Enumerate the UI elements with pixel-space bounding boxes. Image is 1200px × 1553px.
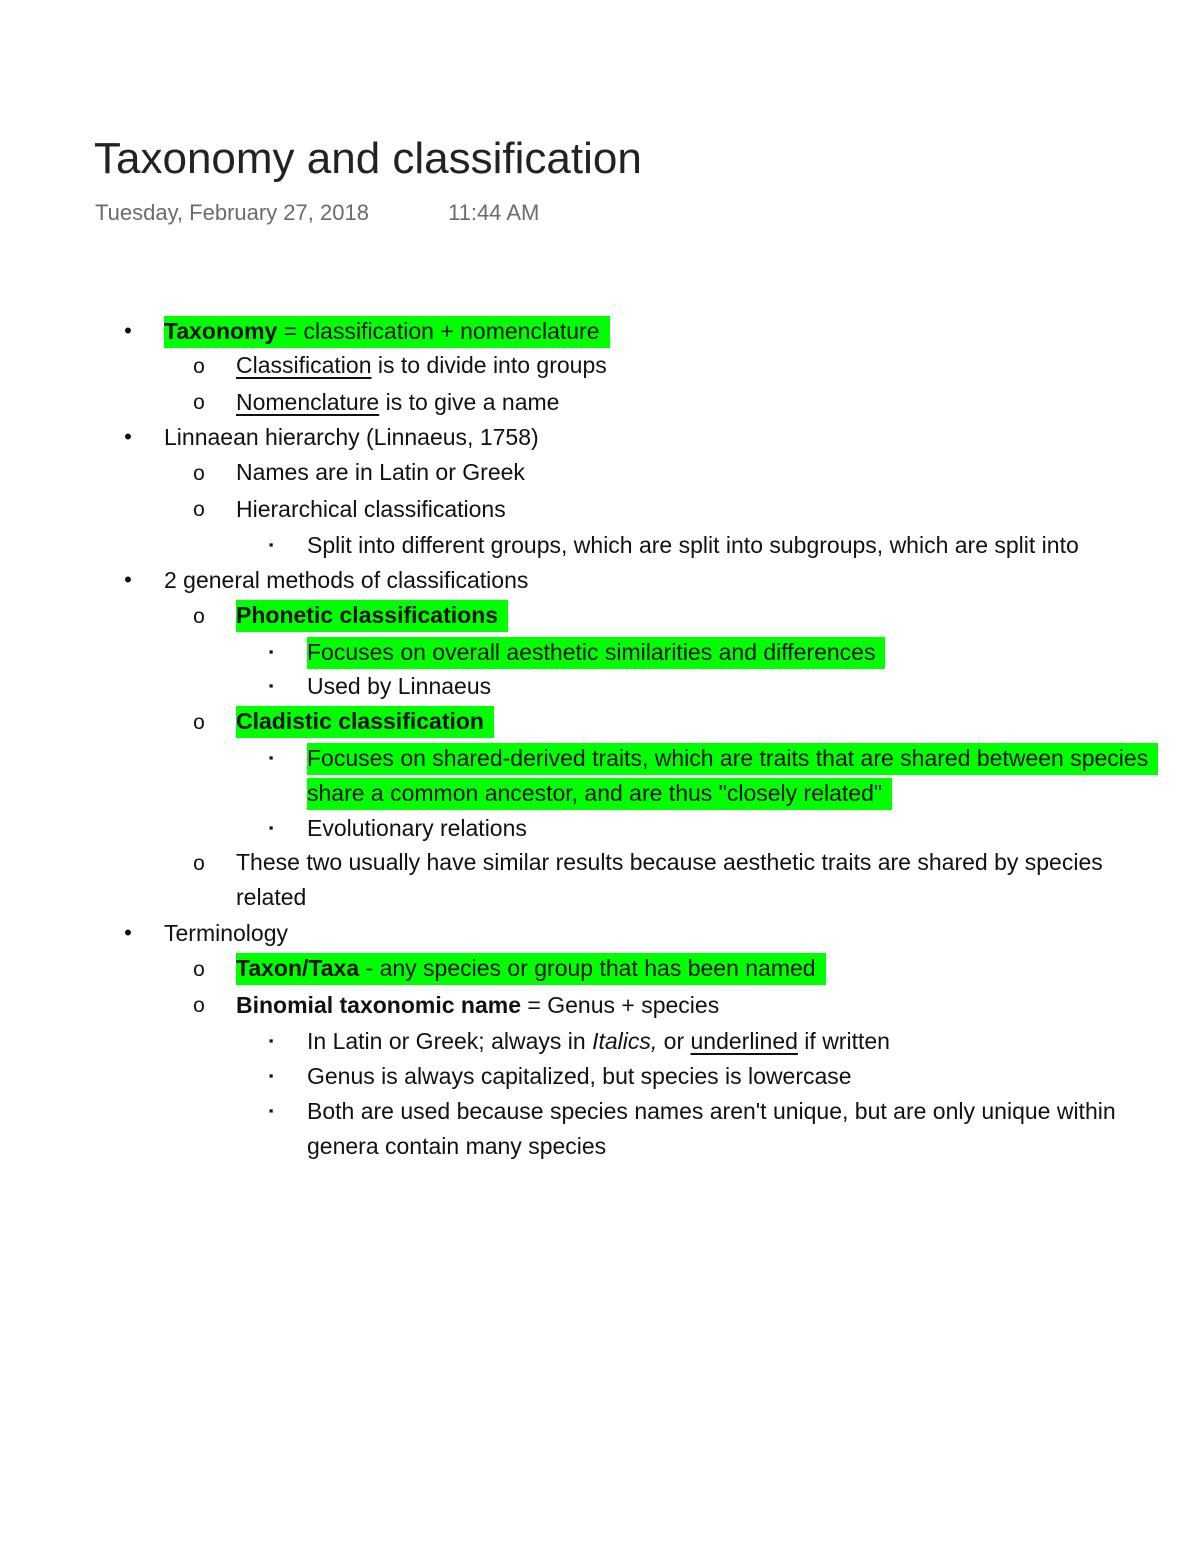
note-line [236, 350, 607, 380]
underlined-word: underlined [690, 1028, 798, 1054]
highlighted-heading: Cladistic classification [236, 706, 494, 738]
note-line [307, 778, 892, 808]
bullet-square: ▪ [268, 678, 274, 693]
bullet-circle: o [193, 355, 205, 378]
note-line: Split into different groups, which are split into subgroups, which are split into [307, 532, 1079, 558]
bullet-circle: o [193, 994, 205, 1017]
note-line: Used by Linnaeus [307, 673, 492, 699]
definition: is to give a name [379, 389, 560, 415]
note-line: Terminology [164, 920, 288, 946]
note-date: Tuesday, February 27, 2018 [95, 200, 369, 225]
term: Classification [236, 352, 372, 378]
note-line [236, 706, 494, 736]
note-line [307, 637, 885, 667]
bullet-circle: o [193, 852, 205, 875]
highlight [236, 953, 826, 985]
bullet-dot: • [124, 920, 132, 945]
bullet-square: ▪ [268, 820, 274, 835]
text-segment: In Latin or Greek; always in [307, 1028, 593, 1054]
bullet-circle: o [193, 711, 205, 734]
note-line [236, 387, 559, 417]
highlight: share a common ancestor, and are thus "closely related" [307, 778, 892, 810]
highlight [164, 316, 610, 348]
term: Taxonomy [164, 318, 278, 344]
note-line: These two usually have similar results because aesthetic traits are shared by species [236, 849, 1103, 875]
bullet-square: ▪ [268, 1033, 274, 1048]
bullet-circle: o [193, 958, 205, 981]
bullet-dot: • [124, 318, 132, 343]
note-line [236, 953, 826, 983]
note-line [236, 600, 508, 630]
note-line: Genus is always capitalized, but species is lowercase [307, 1063, 852, 1089]
bullet-dot: • [124, 567, 132, 592]
term: Nomenclature [236, 389, 380, 415]
note-line [307, 1026, 890, 1056]
text-segment: or [657, 1028, 691, 1054]
highlighted-heading: Phonetic classifications [236, 600, 508, 632]
bullet-circle: o [193, 498, 205, 521]
bullet-square: ▪ [268, 1068, 274, 1083]
note-time: 11:44 AM [448, 200, 540, 225]
highlight: Focuses on shared-derived traits, which are traits that are shared between species [307, 743, 1158, 775]
note-line: Evolutionary relations [307, 815, 527, 841]
note-line: related [236, 884, 307, 910]
note-line [307, 743, 1158, 773]
bullet-dot: • [124, 424, 132, 449]
bullet-square: ▪ [268, 644, 274, 659]
note-line: Hierarchical classifications [236, 496, 506, 522]
bullet-circle: o [193, 462, 205, 485]
note-line [164, 316, 610, 346]
bullet-square: ▪ [268, 1103, 274, 1118]
bullet-square: ▪ [268, 750, 274, 765]
term: Taxon/Taxa [236, 955, 360, 981]
italic-word: Italics, [592, 1028, 658, 1054]
note-line: 2 general methods of classifications [164, 567, 529, 593]
page-title: Taxonomy and classification [94, 134, 642, 183]
highlight: Focuses on overall aesthetic similarities and differences [307, 637, 885, 669]
definition: is to divide into groups [371, 352, 607, 378]
definition: = classification + nomenclature [277, 318, 600, 344]
text-segment: if written [797, 1028, 890, 1054]
bullet-square: ▪ [268, 537, 274, 552]
note-line: Linnaean hierarchy (Linnaeus, 1758) [164, 424, 539, 450]
note-line: Both are used because species names aren't unique, but are only unique within [307, 1098, 1116, 1124]
note-line: Names are in Latin or Greek [236, 459, 525, 485]
term: Binomial taxonomic name [236, 992, 522, 1018]
bullet-circle: o [193, 605, 205, 628]
note-line [236, 990, 719, 1020]
bullet-circle: o [193, 391, 205, 414]
definition: - any species or group that has been named [359, 955, 816, 981]
definition: = Genus + species [521, 992, 720, 1018]
note-line: genera contain many species [307, 1133, 607, 1159]
